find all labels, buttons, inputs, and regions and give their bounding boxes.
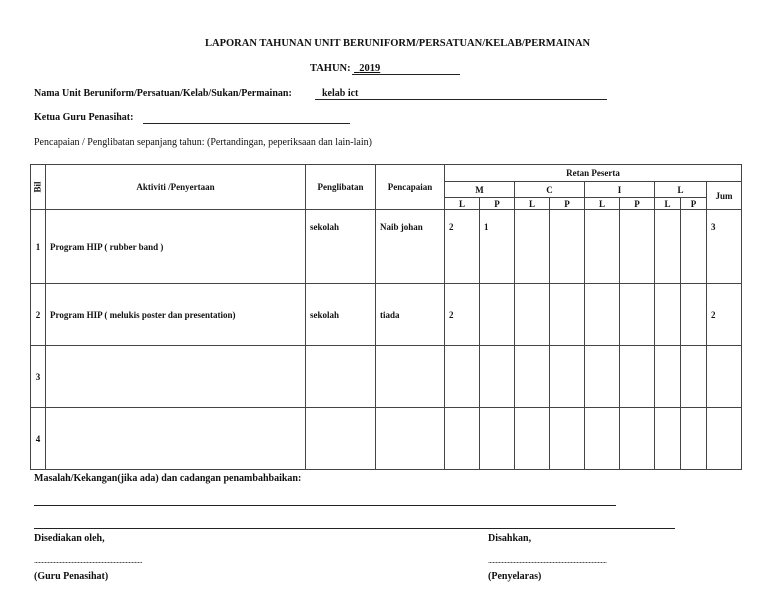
count-c-l[interactable] <box>515 346 550 408</box>
prepared-signature-line[interactable]: ........................................................................ <box>34 556 142 565</box>
table-row <box>31 210 742 284</box>
report-title: LAPORAN TAHUNAN UNIT BERUNIFORM/PERSATUAN/KELAB/PERMAINAN <box>205 38 591 49</box>
header-total: Jum <box>707 182 742 210</box>
count-i-l[interactable] <box>585 284 620 346</box>
count-m-l[interactable] <box>445 408 480 470</box>
total-cell[interactable] <box>707 346 742 408</box>
header-activity: Aktiviti /Penyertaan <box>46 165 306 210</box>
activity-cell[interactable] <box>46 346 306 408</box>
count-m-p[interactable] <box>480 408 515 470</box>
header-group-i: I <box>585 182 655 198</box>
row-number: 3 <box>31 346 46 408</box>
table-row <box>31 408 742 470</box>
total-cell[interactable]: 2 <box>707 284 742 346</box>
year-underline <box>352 74 460 75</box>
count-l-p[interactable] <box>681 408 707 470</box>
involvement-cell[interactable] <box>306 408 376 470</box>
achievement-cell[interactable]: tiada <box>376 284 445 346</box>
advisor-label: Ketua Guru Penasihat: <box>34 112 134 123</box>
count-i-p[interactable] <box>620 284 655 346</box>
involvement-cell[interactable]: sekolah <box>306 284 376 346</box>
header-l: L <box>655 198 681 210</box>
approved-label: Disahkan, <box>488 533 532 544</box>
advisor-field-line[interactable] <box>143 123 350 124</box>
header-group-m: M <box>445 182 515 198</box>
count-i-l[interactable] <box>585 408 620 470</box>
count-l-p[interactable] <box>681 284 707 346</box>
header-group-l: L <box>655 182 707 198</box>
unit-label: Nama Unit Beruniform/Persatuan/Kelab/Sukan/Permainan: <box>34 88 292 99</box>
header-participants: Retan Peserta <box>445 165 742 182</box>
achievement-cell[interactable] <box>376 346 445 408</box>
count-m-l[interactable] <box>445 346 480 408</box>
problems-line-1[interactable] <box>34 505 616 506</box>
total-cell[interactable]: 3 <box>707 210 742 284</box>
count-m-p[interactable] <box>480 284 515 346</box>
problems-line-2[interactable] <box>34 528 675 529</box>
count-m-p[interactable]: 1 <box>480 210 515 284</box>
involvement-cell[interactable] <box>306 346 376 408</box>
activity-cell[interactable] <box>46 408 306 470</box>
count-c-l[interactable] <box>515 408 550 470</box>
count-m-l[interactable]: 2 <box>445 284 480 346</box>
count-i-p[interactable] <box>620 408 655 470</box>
problems-label: Masalah/Kekangan(jika ada) dan cadangan penambahbaikan: <box>34 473 302 484</box>
count-i-l[interactable] <box>585 210 620 284</box>
count-l-p[interactable] <box>681 346 707 408</box>
count-l-l[interactable] <box>655 210 681 284</box>
prepared-role: (Guru Penasihat) <box>34 571 109 582</box>
header-bil: Bil <box>31 165 46 210</box>
achievement-note: Pencapaian / Penglibatan sepanjang tahun: (Pertandingan, peperiksaan dan lain-lain) <box>34 137 372 148</box>
activity-cell[interactable]: Program HIP ( melukis poster dan presentation) <box>46 284 306 346</box>
header-l: L <box>445 198 480 210</box>
count-l-l[interactable] <box>655 408 681 470</box>
count-c-p[interactable] <box>550 210 585 284</box>
header-l: L <box>515 198 550 210</box>
count-c-p[interactable] <box>550 408 585 470</box>
header-group-c: C <box>515 182 585 198</box>
table-row <box>31 284 742 346</box>
count-l-l[interactable] <box>655 284 681 346</box>
count-i-p[interactable] <box>620 346 655 408</box>
count-c-l[interactable] <box>515 210 550 284</box>
count-m-l[interactable]: 2 <box>445 210 480 284</box>
row-number: 2 <box>31 284 46 346</box>
achievement-cell[interactable] <box>376 408 445 470</box>
row-number: 4 <box>31 408 46 470</box>
count-i-l[interactable] <box>585 346 620 408</box>
achievement-cell[interactable]: Naib johan <box>376 210 445 284</box>
unit-value[interactable]: kelab ict <box>322 88 359 99</box>
header-achievement: Pencapaian <box>376 165 445 210</box>
unit-underline <box>315 99 607 100</box>
header-involvement: Penglibatan <box>306 165 376 210</box>
header-p: P <box>550 198 585 210</box>
header-p: P <box>681 198 707 210</box>
year-label: TAHUN: <box>310 63 351 74</box>
activity-cell[interactable]: Program HIP ( rubber band ) <box>46 210 306 284</box>
year-value: 2019 <box>359 63 381 74</box>
header-p: P <box>480 198 515 210</box>
prepared-label: Disediakan oleh, <box>34 533 105 544</box>
total-cell[interactable] <box>707 408 742 470</box>
count-i-p[interactable] <box>620 210 655 284</box>
table-row <box>31 346 742 408</box>
involvement-cell[interactable]: sekolah <box>306 210 376 284</box>
header-l: L <box>585 198 620 210</box>
count-l-l[interactable] <box>655 346 681 408</box>
count-l-p[interactable] <box>681 210 707 284</box>
count-c-l[interactable] <box>515 284 550 346</box>
header-p: P <box>620 198 655 210</box>
count-m-p[interactable] <box>480 346 515 408</box>
row-number: 1 <box>31 210 46 284</box>
count-c-p[interactable] <box>550 346 585 408</box>
approved-signature-line[interactable]: ............................................................................... <box>488 556 607 565</box>
count-c-p[interactable] <box>550 284 585 346</box>
activity-table <box>30 164 742 470</box>
approved-role: (Penyelaras) <box>488 571 542 582</box>
